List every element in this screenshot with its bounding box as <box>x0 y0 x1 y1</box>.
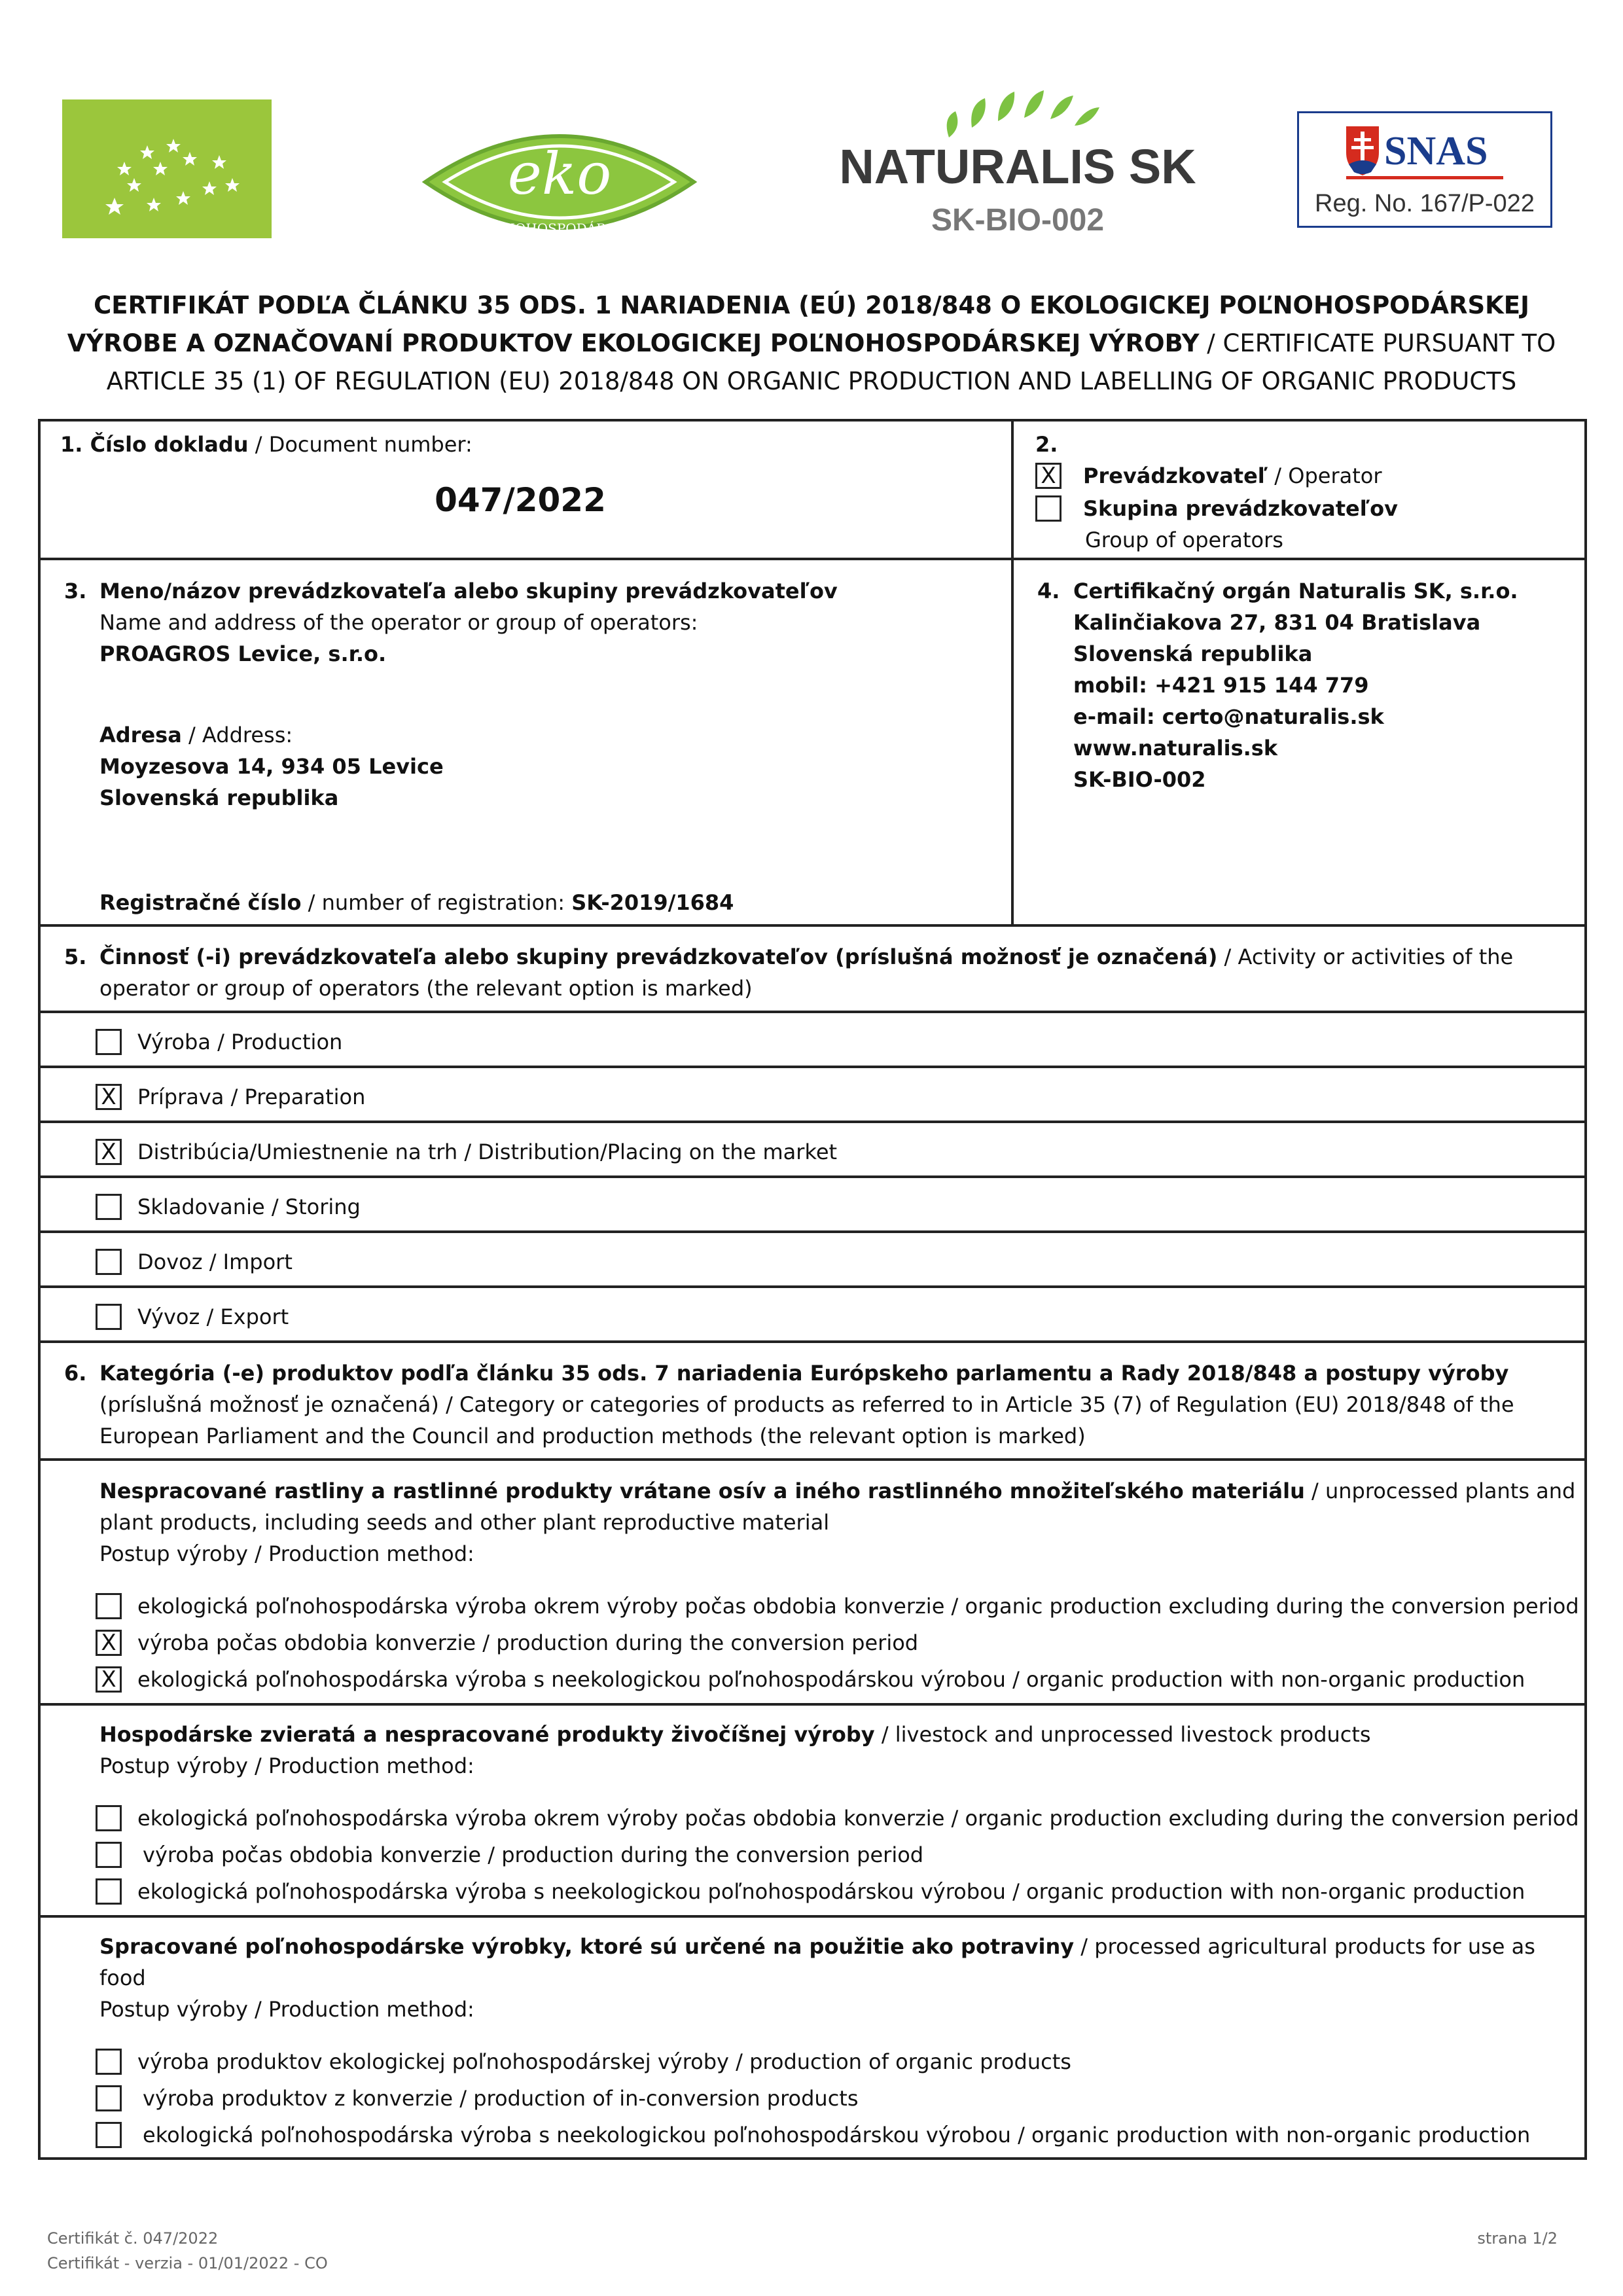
cat2-checkbox-1[interactable] <box>96 1805 122 1831</box>
divider <box>38 1340 1587 1343</box>
activity-label-storing: Skladovanie / Storing <box>137 1194 361 1219</box>
cat1-option-2: výroba počas obdobia konverzie / production during the conversion period <box>137 1630 919 1655</box>
activity-checkbox-export[interactable] <box>96 1304 122 1330</box>
activity-label-preparation: Príprava / Preparation <box>137 1085 366 1109</box>
divider <box>38 1175 1587 1178</box>
registration-number: Registračné číslo / number of registration: SK-2019/1684 <box>99 890 734 915</box>
address-line-1: Moyzesova 14, 934 05 Levice <box>99 754 444 779</box>
naturalis-name: NATURALIS SK <box>839 139 1196 194</box>
group-of-operators-checkbox[interactable] <box>1035 495 1061 522</box>
cert-body-phone: mobil: +421 915 144 779 <box>1073 673 1369 698</box>
section-4-number: 4. <box>1037 579 1060 603</box>
operator-name-title-en: Name and address of the operator or group of operators: <box>99 610 698 635</box>
cat2-method-label: Postup výroby / Production method: <box>99 1753 474 1778</box>
divider <box>38 1011 1587 1013</box>
activity-label-export: Vývoz / Export <box>137 1304 289 1329</box>
section-2-number: 2. <box>1035 432 1058 457</box>
naturalis-code: SK-BIO-002 <box>931 203 1105 238</box>
eu-organic-logo <box>62 99 272 238</box>
activity-checkbox-distribution[interactable]: X <box>96 1139 122 1165</box>
cat2-title: Hospodárske zvieratá a nespracované produkty živočíšnej výroby / livestock and unprocessed livestock products <box>99 1722 1371 1747</box>
cat1-title-l2: plant products, including seeds and other plant reproductive material <box>99 1510 830 1535</box>
cat1-checkbox-2[interactable]: X <box>96 1630 122 1656</box>
slovak-shield-icon <box>1346 126 1379 175</box>
section-3-number: 3. <box>64 579 87 603</box>
activity-label-distribution: Distribúcia/Umiestnenie na trh / Distribution/Placing on the market <box>137 1139 838 1164</box>
address-line-2: Slovenská republika <box>99 785 339 810</box>
cat1-option-3: ekologická poľnohospodárska výroba s neekologickou poľnohospodárskou výrobou / organic production with non-organic production <box>137 1667 1525 1692</box>
footer-page-number: strana 1/2 <box>1477 2229 1558 2248</box>
cert-body-name: Certifikačný orgán Naturalis SK, s.r.o. <box>1073 579 1518 603</box>
cat2-checkbox-2[interactable] <box>96 1842 122 1868</box>
cat3-option-3: ekologická poľnohospodárska výroba s neekologickou poľnohospodárskou výrobou / organic production with non-organic production <box>143 2123 1531 2147</box>
address-label: Adresa / Address: <box>99 723 293 747</box>
cat1-method-label: Postup výroby / Production method: <box>99 1541 474 1566</box>
operator-name-title: Meno/názov prevádzkovateľa alebo skupiny prevádzkovateľov <box>99 579 838 603</box>
divider <box>38 1703 1587 1706</box>
cat3-checkbox-2[interactable] <box>96 2085 122 2111</box>
category-title-l2: (príslušná možnosť je označená) / Category or categories of products as referred to in Article 35 (7) of Regulation (EU) 2018/848 of the <box>99 1392 1514 1417</box>
cert-body-street: Kalinčiakova 27, 831 04 Bratislava <box>1073 610 1481 635</box>
eko-logo-text: eko <box>507 140 612 207</box>
cat1-option-1: ekologická poľnohospodárska výroba okrem výroby počas obdobia konverzie / organic production excluding during the conversion period <box>137 1594 1579 1619</box>
activity-checkbox-storing[interactable] <box>96 1194 122 1220</box>
activity-label-production: Výroba / Production <box>137 1030 343 1054</box>
title-line2-bold: VÝROBE A OZNAČOVANÍ PRODUKTOV EKOLOGICKEJ POĽNOHOSPODÁRSKEJ VÝROBY <box>67 329 1200 357</box>
eko-logo <box>419 117 700 247</box>
column-divider <box>1011 419 1014 927</box>
activity-checkbox-production[interactable] <box>96 1029 122 1055</box>
eko-logo-ring-text: POĽNOHOSPODÁRSTVO <box>475 221 644 236</box>
section-5-number: 5. <box>64 944 87 969</box>
eu-leaf-stars-icon <box>62 99 272 238</box>
cat3-title-l2: food <box>99 1965 146 1990</box>
cat1-checkbox-3[interactable]: X <box>96 1666 122 1693</box>
activity-label-import: Dovoz / Import <box>137 1249 293 1274</box>
activity-checkbox-import[interactable] <box>96 1249 122 1275</box>
snas-name: SNAS <box>1384 129 1488 173</box>
title-line3: ARTICLE 35 (1) OF REGULATION (EU) 2018/848 ON ORGANIC PRODUCTION AND LABELLING OF ORGANIC PRODUCTS <box>106 367 1517 395</box>
cert-body-code: SK-BIO-002 <box>1073 767 1206 792</box>
cat3-checkbox-1[interactable] <box>96 2049 122 2075</box>
group-of-operators-label-en: Group of operators <box>1085 528 1283 552</box>
cert-body-email: e-mail: certo@naturalis.sk <box>1073 704 1384 729</box>
divider <box>38 1066 1587 1068</box>
title-line2-rest: / CERTIFICATE PURSUANT TO <box>1199 329 1556 357</box>
operator-name: PROAGROS Levice, s.r.o. <box>99 641 387 666</box>
cat1-title: Nespracované rastliny a rastlinné produkty vrátane osív a iného rastlinného množiteľského materiálu / unprocessed plants and <box>99 1479 1576 1503</box>
cat2-checkbox-3[interactable] <box>96 1878 122 1905</box>
leaves-icon <box>947 90 1099 137</box>
category-title: Kategória (-e) produktov podľa článku 35 ods. 7 nariadenia Európskeho parlamentu a Rady 2018/848 a postupy výroby <box>99 1361 1509 1386</box>
cert-body-country: Slovenská republika <box>1073 641 1313 666</box>
footer-certificate-version: Certifikát - verzia - 01/01/2022 - CO <box>47 2254 328 2272</box>
activity-checkbox-preparation[interactable]: X <box>96 1084 122 1110</box>
cat2-option-2: výroba počas obdobia konverzie / production during the conversion period <box>143 1842 924 1867</box>
category-title-l3: European Parliament and the Council and production methods (the relevant option is marked) <box>99 1424 1086 1448</box>
snas-logo <box>1297 111 1552 228</box>
divider <box>38 924 1587 927</box>
divider <box>38 1121 1587 1123</box>
footer-certificate-number: Certifikát č. 047/2022 <box>47 2229 219 2248</box>
cat1-checkbox-1[interactable] <box>96 1593 122 1619</box>
document-number: 047/2022 <box>435 481 606 519</box>
document-number-label: 1. Číslo dokladu / Document number: <box>60 432 473 457</box>
snas-reg: Reg. No. 167/P-022 <box>1315 190 1535 217</box>
title-line1: CERTIFIKÁT PODĽA ČLÁNKU 35 ODS. 1 NARIADENIA (EÚ) 2018/848 O EKOLOGICKEJ POĽNOHOSPODÁRSKEJ <box>94 291 1529 319</box>
divider <box>38 1230 1587 1233</box>
divider <box>38 1915 1587 1918</box>
cat3-method-label: Postup výroby / Production method: <box>99 1997 474 2022</box>
certificate-title <box>59 287 1564 401</box>
operator-checkbox[interactable]: X <box>1035 463 1061 489</box>
activity-title: Činnosť (-i) prevádzkovateľa alebo skupiny prevádzkovateľov (príslušná možnosť je označená) / Activity or activities of the <box>99 944 1514 969</box>
cert-body-website: www.naturalis.sk <box>1073 736 1278 761</box>
cat3-option-1: výroba produktov ekologickej poľnohospodárskej výroby / production of organic products <box>137 2049 1071 2074</box>
group-of-operators-label: Skupina prevádzkovateľov <box>1083 496 1398 521</box>
section-6-number: 6. <box>64 1361 87 1386</box>
divider <box>38 558 1587 560</box>
naturalis-logo <box>839 85 1196 242</box>
cat3-checkbox-3[interactable] <box>96 2122 122 2148</box>
divider <box>38 1458 1587 1461</box>
activity-title-l2: operator or group of operators (the relevant option is marked) <box>99 976 753 1001</box>
divider <box>38 1285 1587 1288</box>
cat2-option-3: ekologická poľnohospodárska výroba s neekologickou poľnohospodárskou výrobou / organic production with non-organic production <box>137 1879 1525 1904</box>
operator-label: Prevádzkovateľ / Operator <box>1083 463 1382 488</box>
cat3-option-2: výroba produktov z konverzie / production of in-conversion products <box>143 2086 859 2111</box>
cat2-option-1: ekologická poľnohospodárska výroba okrem výroby počas obdobia konverzie / organic production excluding during the conversion period <box>137 1806 1579 1831</box>
cat3-title: Spracované poľnohospodárske výrobky, ktoré sú určené na použitie ako potraviny / processed agricultural products for use as <box>99 1934 1535 1959</box>
